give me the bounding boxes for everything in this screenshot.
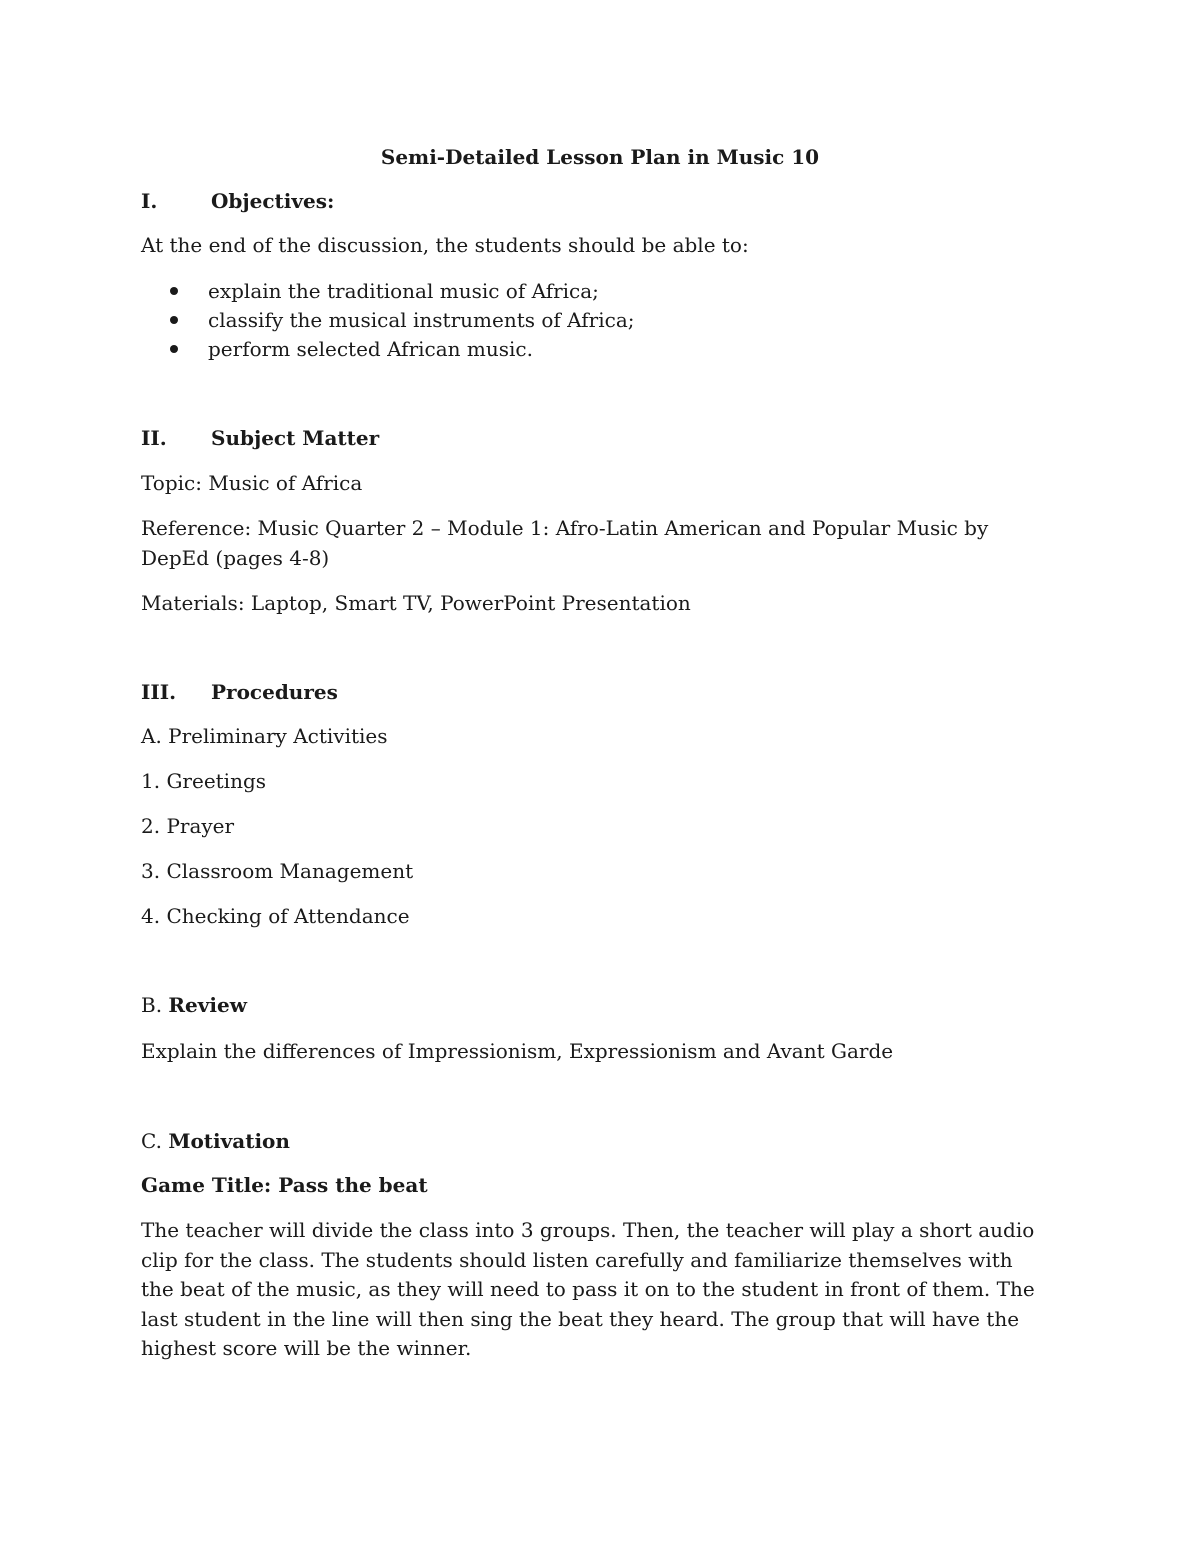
objective-item-text: classify the musical instruments of Africa; xyxy=(208,308,635,332)
procedures-heading xyxy=(141,678,338,706)
objective-item xyxy=(170,335,533,363)
review-text: Explain the differences of Impressionism, Expressionism and Avant Garde xyxy=(141,1039,894,1063)
game-description: The teacher will divide the class into 3 groups. Then, the teacher will play a short audio clip for the class. The students should listen carefully and familiarize themselves with the beat of the music, as they will need to pass it on to the student in front of them. The last student in the line will then sing the beat they heard. The group that will have the highest score will be the winner. xyxy=(141,1218,1035,1360)
objectives-intro: At the end of the discussion, the students should be able to: xyxy=(141,233,749,257)
procedure-step: 1. Greetings xyxy=(141,769,267,793)
game-title: Game Title: Pass the beat xyxy=(141,1173,428,1197)
objective-item-text: perform selected African music. xyxy=(208,337,533,361)
objectives-heading-text: Objectives: xyxy=(211,189,335,213)
review-heading xyxy=(141,991,247,1019)
materials-line: Materials: Laptop, Smart TV, PowerPoint Presentation xyxy=(141,591,691,615)
review-letter: B. xyxy=(141,993,163,1017)
review-heading-text: Review xyxy=(168,993,247,1017)
preliminary-activities: A. Preliminary Activities xyxy=(141,724,388,748)
procedures-numeral: III. xyxy=(141,680,177,704)
procedure-step: 4. Checking of Attendance xyxy=(141,904,410,928)
motivation-heading xyxy=(141,1127,290,1155)
objective-item xyxy=(170,306,634,334)
bullet-icon xyxy=(170,345,178,353)
objective-item-text: explain the traditional music of Africa; xyxy=(208,279,599,303)
reference-line: Reference: Music Quarter 2 – Module 1: Afro-Latin American and Popular Music by DepEd (pages 4-8) xyxy=(141,516,989,570)
procedures-heading-text: Procedures xyxy=(211,680,338,704)
procedure-step: 3. Classroom Management xyxy=(141,859,414,883)
bullet-icon xyxy=(170,287,178,295)
objectives-numeral: I. xyxy=(141,189,158,213)
document-title: Semi-Detailed Lesson Plan in Music 10 xyxy=(380,145,820,169)
subject-matter-numeral: II. xyxy=(141,426,167,450)
procedure-step: 2. Prayer xyxy=(141,814,235,838)
objective-item xyxy=(170,277,599,305)
bullet-icon xyxy=(170,316,178,324)
topic-line: Topic: Music of Africa xyxy=(141,471,363,495)
motivation-letter: C. xyxy=(141,1129,162,1153)
objectives-heading xyxy=(141,187,334,215)
subject-matter-heading-text: Subject Matter xyxy=(211,426,380,450)
motivation-heading-text: Motivation xyxy=(168,1129,290,1153)
subject-matter-heading xyxy=(141,424,379,452)
